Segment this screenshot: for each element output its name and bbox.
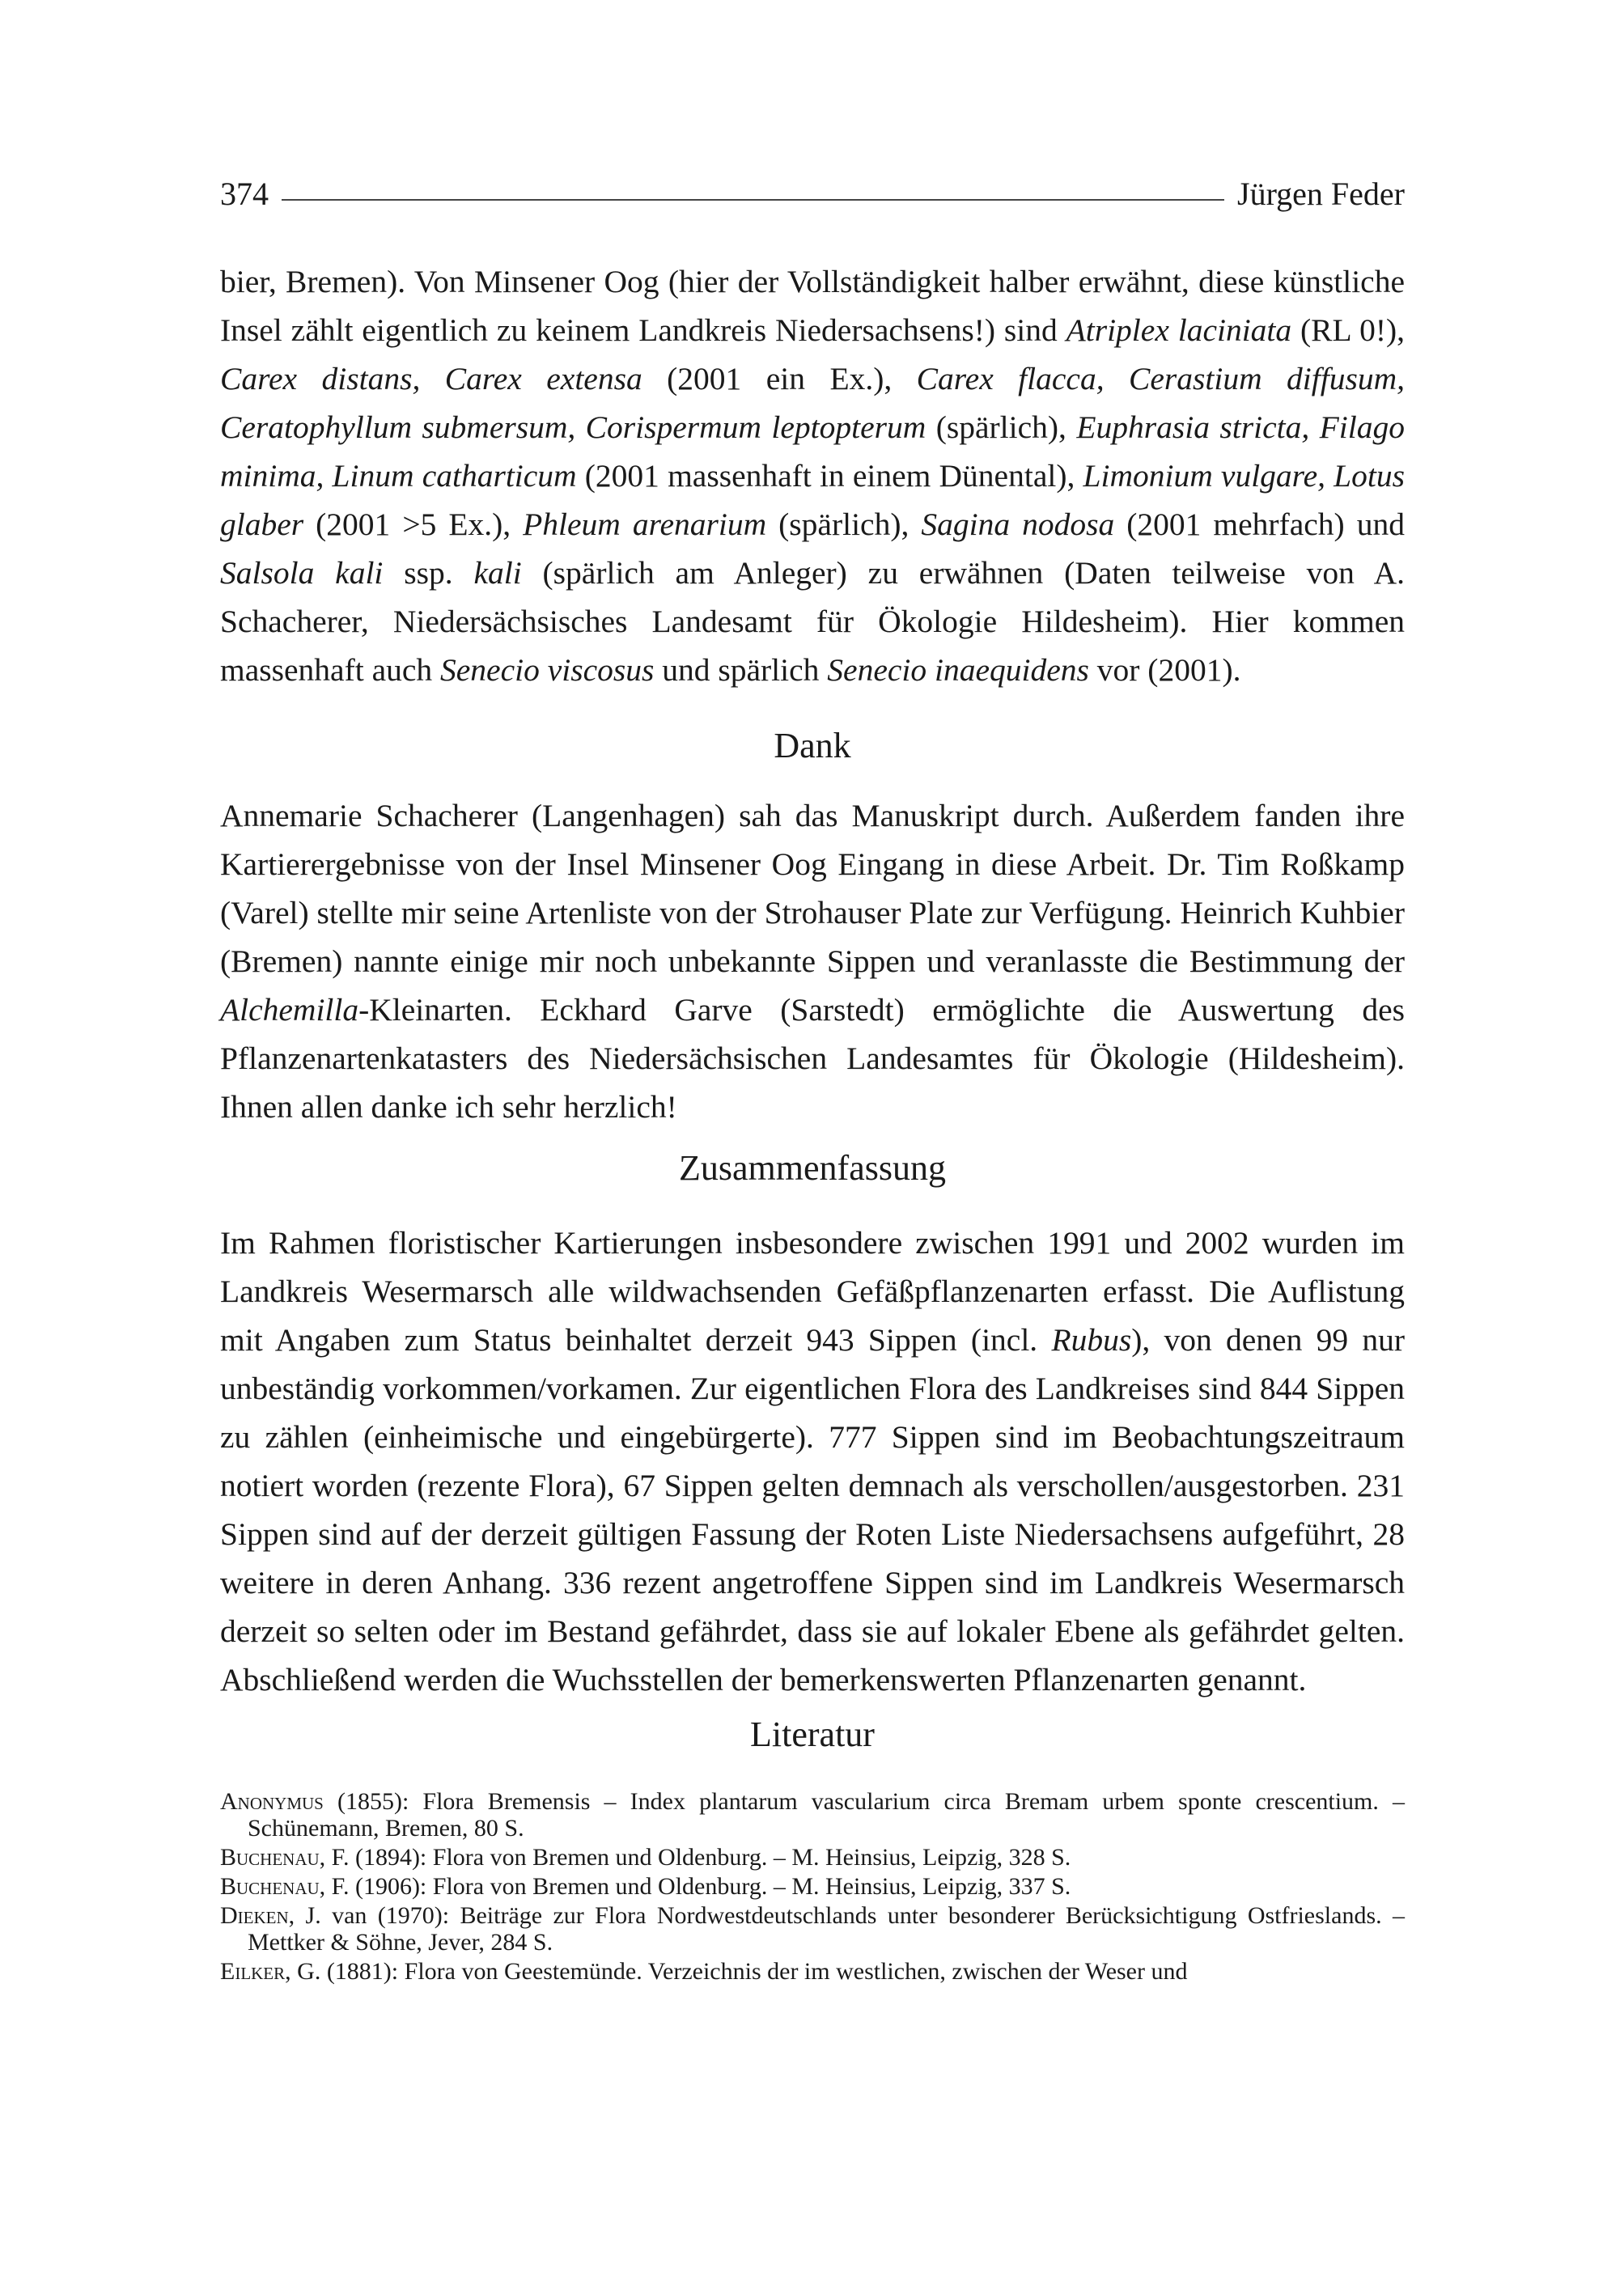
- summary-paragraph: [220, 1219, 1405, 1704]
- intro-text-11: und spärlich: [654, 652, 828, 688]
- reference-author: Buchenau: [220, 1873, 320, 1900]
- reference-author: Buchenau: [220, 1844, 320, 1871]
- reference-entry: [220, 1902, 1405, 1956]
- intro-taxon-3: Carex flacca, Cerastium diffusum, Ceratophyllum submersum, Corispermum leptopterum: [220, 361, 1405, 445]
- continued-paragraph: [220, 257, 1405, 694]
- section-heading-literatur: Literatur: [750, 1714, 875, 1754]
- intro-text-6: (2001 >5 Ex.),: [303, 506, 524, 542]
- reference-author: Anonymus: [220, 1788, 324, 1815]
- intro-taxon-4: Euphrasia stricta, Filago minima, Linum catharticum: [220, 409, 1405, 494]
- intro-text-1: bier, Bremen). Von Minsener Oog (hier der Vollständigkeit halber erwähnt, diese künstliche Insel zählt eigentlich zu keinem Landkreis Niedersachsens!) sind: [220, 264, 1405, 348]
- intro-text-12: vor (2001).: [1088, 652, 1241, 688]
- dank-text-2: -Kleinarten. Eckhard Garve (Sarstedt) ermöglichte die Auswertung des Pflanzenartenkatasters des Niedersächsischen Landesamtes für Ökologie (Hildesheim). Ihnen allen danke ich sehr herzlich!: [220, 992, 1405, 1125]
- reference-text: , F. (1894): Flora von Bremen und Oldenburg. – M. Heinsius, Leipzig, 328 S.: [319, 1844, 1071, 1871]
- header-rule: [282, 199, 1224, 201]
- summary-taxon: Rubus: [1051, 1322, 1132, 1358]
- page-number: 374: [220, 176, 269, 212]
- intro-taxon-7: Sagina nodosa: [921, 506, 1115, 542]
- running-head-author: Jürgen Feder: [1237, 176, 1405, 212]
- summary-text-1: Im Rahmen floristischer Kartierungen insbesondere zwischen 1991 und 2002 wurden im Landkreis Wesermarsch alle wildwachsenden Gefäßpflanzenarten erfasst. Die Auflistung mit Angaben zum Status beinhaltet derzeit 943 Sippen (incl.: [220, 1225, 1405, 1358]
- dank-text-1: Annemarie Schacherer (Langenhagen) sah das Manuskript durch. Außerdem fanden ihre Kartierergebnisse von der Insel Minsener Oog Eingang in diese Arbeit. Dr. Tim Roßkamp (Varel) stellte mir seine Artenliste von der Strohauser Plate zur Verfügung. Heinrich Kuhbier (Bremen) nannte einige mir noch unbekannte Sippen und veranlasste die Bestimmung der: [220, 798, 1405, 979]
- reference-text: , F. (1906): Flora von Bremen und Oldenburg. – M. Heinsius, Leipzig, 337 S.: [319, 1873, 1071, 1900]
- reference-entry: [220, 1788, 1405, 1842]
- intro-taxon-2: Carex distans, Carex extensa: [220, 361, 642, 396]
- intro-text-7: (spärlich),: [766, 506, 922, 542]
- intro-taxon-6: Phleum arenarium: [523, 506, 767, 542]
- intro-text-8: (2001 mehrfach) und: [1114, 506, 1405, 542]
- section-heading-dank: Dank: [774, 726, 851, 765]
- reference-text: (1855): Flora Bremensis – Index plantarum vascularium circa Bremam urbem sponte crescentium. – Schünemann, Bremen, 80 S.: [248, 1788, 1405, 1842]
- intro-taxon-1: Atriplex laciniata: [1066, 312, 1292, 348]
- intro-text-3: (2001 ein Ex.),: [642, 361, 917, 396]
- intro-text-10: (spärlich am Anleger) zu erwähnen (Daten teilweise von A. Schacherer, Niedersächsisches Landesamt für Ökologie Hildesheim). Hier kommen massenhaft auch: [220, 555, 1405, 688]
- intro-taxon-11: Senecio inaequidens: [827, 652, 1089, 688]
- reference-author: Dieken: [220, 1902, 289, 1929]
- reference-list: [220, 1788, 1405, 1987]
- reference-entry: [220, 1873, 1405, 1900]
- dank-paragraph: [220, 791, 1405, 1131]
- summary-text-2: ), von denen 99 nur unbeständig vorkommen/vorkamen. Zur eigentlichen Flora des Landkreises sind 844 Sippen zu zählen (einheimische und eingebürgerte). 777 Sippen sind im Beobachtungszeitraum notiert worden (rezente Flora), 67 Sippen gelten demnach als verschollen/ausgestorben. 231 Sippen sind auf der derzeit gültigen Fassung der Roten Liste Niedersachsens aufgeführt, 28 weitere in deren Anhang. 336 rezent angetroffene Sippen sind im Landkreis Wesermarsch derzeit so selten oder im Bestand gefährdet, dass sie auf lokaler Ebene als gefährdet gelten. Abschließend werden die Wuchsstellen der bemerkenswerten Pflanzenarten genannt.: [220, 1322, 1405, 1697]
- reference-text: , G. (1881): Flora von Geestemünde. Verzeichnis der im westlichen, zwischen der Weser und: [285, 1958, 1188, 1985]
- reference-entry: [220, 1958, 1405, 1985]
- reference-author: Eilker: [220, 1958, 286, 1985]
- intro-taxon-9: kali: [473, 555, 522, 591]
- intro-text-4: (spärlich),: [926, 409, 1077, 445]
- intro-text-9: ssp.: [383, 555, 474, 591]
- intro-text-2: (RL 0!),: [1291, 312, 1405, 348]
- intro-taxon-8: Salsola kali: [220, 555, 384, 591]
- reference-entry: [220, 1844, 1405, 1871]
- running-header: [220, 162, 1405, 210]
- reference-text: , J. van (1970): Beiträge zur Flora Nordwestdeutschlands unter besonderer Berücksichtigung Ostfrieslands. – Mettker & Söhne, Jever, 284 S.: [248, 1902, 1405, 1956]
- intro-text-5: (2001 massenhaft in einem Dünental),: [576, 458, 1083, 494]
- section-heading-zusammenfassung: Zusammenfassung: [679, 1148, 946, 1188]
- intro-taxon-5: Limonium vulgare, Lotus glaber: [220, 458, 1405, 542]
- intro-taxon-10: Senecio viscosus: [440, 652, 655, 688]
- dank-taxon: Alchemilla: [220, 992, 359, 1028]
